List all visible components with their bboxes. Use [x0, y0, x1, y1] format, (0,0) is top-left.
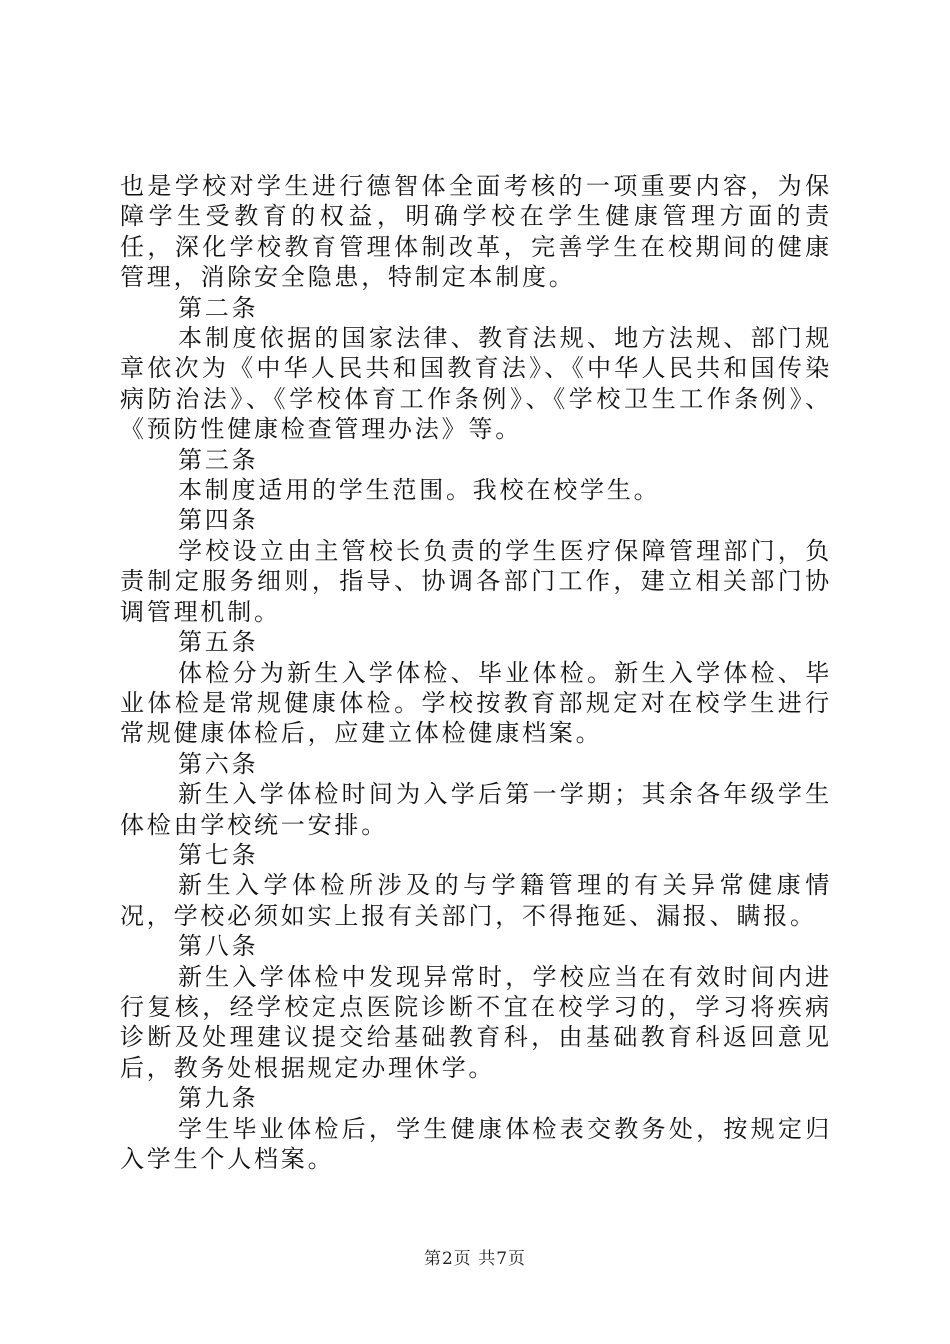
- article-heading-4: 第四条: [178, 506, 259, 535]
- article-body-6: 新生入学体检时间为入学后第一学期；其余各年级学生体检由学校统一安排。: [120, 780, 832, 839]
- article-heading-2: 第二条: [178, 293, 259, 322]
- article-body-8: 新生入学体检中发现异常时，学校应当在有效时间内进行复核，经学校定点医院诊断不宜在校学习的，学习将疾病诊断及处理建议提交给基础教育科，由基础教育科返回意见后，教务处根据规定办理休学。: [120, 962, 832, 1082]
- article-heading-5: 第五条: [178, 628, 259, 657]
- article-heading-8: 第八条: [178, 932, 259, 961]
- article-body-4: 学校设立由主管校长负责的学生医疗保障管理部门，负责制定服务细则，指导、协调各部门工作，建立相关部门协调管理机制。: [120, 536, 832, 626]
- article-heading-3: 第三条: [178, 445, 259, 474]
- page-footer: [0, 1244, 950, 1269]
- page-number-label: 第2页 共7页: [423, 1249, 527, 1269]
- article-heading-9: 第九条: [178, 1084, 259, 1113]
- article-heading-6: 第六条: [178, 749, 259, 778]
- article-body-7: 新生入学体检所涉及的与学籍管理的有关异常健康情况，学校必须如实上报有关部门，不得拖延、漏报、瞒报。: [120, 871, 832, 930]
- article-body-9: 学生毕业体检后，学生健康体检表交教务处，按规定归入学生个人档案。: [120, 1114, 832, 1173]
- article-heading-7: 第七条: [178, 840, 259, 869]
- document-body: [120, 171, 832, 1174]
- article-body-2: 本制度依据的国家法律、教育法规、地方法规、部门规章依次为《中华人民共和国教育法》、《中华人民共和国传染病防治法》、《学校体育工作条例》、《学校卫生工作条例》、《预防性健康检查管理办法》等。: [120, 324, 832, 444]
- article-body-5: 体检分为新生入学体检、毕业体检。新生入学体检、毕业体检是常规健康体检。学校按教育部规定对在校学生进行常规健康体检后，应建立体检健康档案。: [120, 658, 832, 748]
- paragraph-continuation: 也是学校对学生进行德智体全面考核的一项重要内容，为保障学生受教育的权益，明确学校在学生健康管理方面的责任，深化学校教育管理体制改革，完善学生在校期间的健康管理，消除安全隐患，特制定本制度。: [120, 172, 832, 292]
- article-body-3: 本制度适用的学生范围。我校在校学生。: [178, 476, 661, 505]
